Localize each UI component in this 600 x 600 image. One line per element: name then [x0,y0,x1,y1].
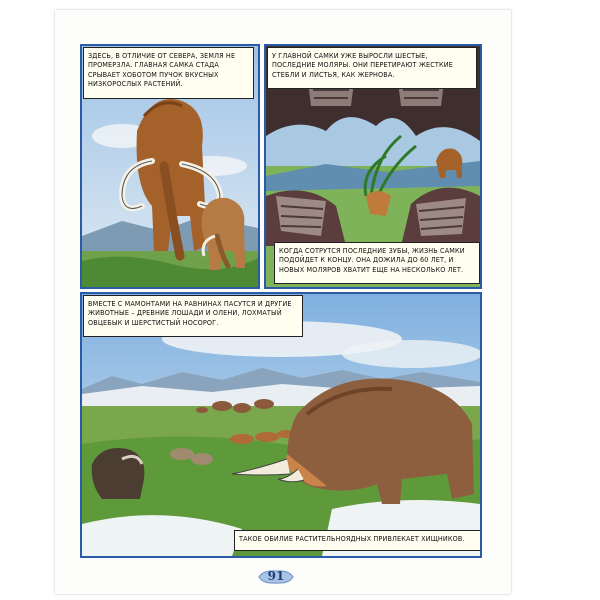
page-number [257,568,295,586]
panel-molars [264,44,482,289]
page-number-text: 91 [267,569,285,583]
caption-molars-bottom: КОГДА СОТРУТСЯ ПОСЛЕДНИЕ ЗУБЫ, ЖИЗНЬ САМКИ ПОДОЙДЕТ К КОНЦУ. ОНА ДОЖИЛА ДО 60 ЛЕТ, И НОВЫХ МОЛЯРОВ ХВАТИТ ЕЩЕ НА НЕСКОЛЬКО ЛЕТ. [274,242,480,284]
caption-steppe-bottom: ТАКОЕ ОБИЛИЕ РАСТИТЕЛЬНОЯДНЫХ ПРИВЛЕКАЕТ ХИЩНИКОВ. [234,530,482,551]
caption-molars-top: У ГЛАВНОЙ САМКИ УЖЕ ВЫРОСЛИ ШЕСТЫЕ, ПОСЛЕДНИЕ МОЛЯРЫ. ОНИ ПЕРЕТИРАЮТ ЖЕСТКИЕ СТЕБЛИ И ЛИСТЬЯ, КАК ЖЕРНОВА. [267,47,477,89]
panel-steppe [80,292,482,558]
caption-mammoths: ЗДЕСЬ, В ОТЛИЧИЕ ОТ СЕВЕРА, ЗЕМЛЯ НЕ ПРОМЕРЗЛА. ГЛАВНАЯ САМКА СТАДА СРЫВАЕТ ХОБОТОМ ПУЧОК ВКУСНЫХ НИЗКОРОСЛЫХ РАСТЕНИЙ. [83,47,254,99]
caption-steppe-top: ВМЕСТЕ С МАМОНТАМИ НА РАВНИНАХ ПАСУТСЯ И ДРУГИЕ ЖИВОТНЫЕ – ДРЕВНИЕ ЛОШАДИ И ОЛЕНИ, ЛОХМАТЫЙ ОВЦЕБЫК И ШЕРСТИСТЫЙ НОСОРОГ. [83,295,303,337]
panel-mammoths [80,44,260,289]
